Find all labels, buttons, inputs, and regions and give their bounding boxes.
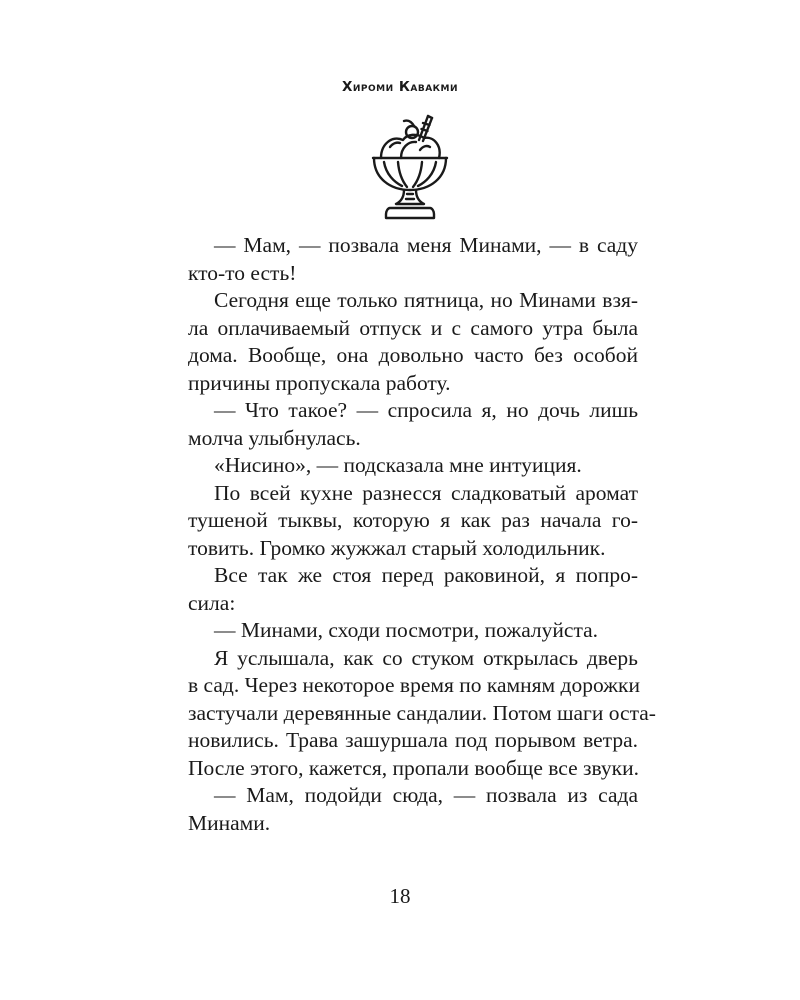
text-line: застучали деревянные сандалии. Потом шаги оста- xyxy=(188,700,656,725)
text-line: кто-то есть! xyxy=(188,260,297,285)
body-text xyxy=(188,232,656,837)
running-head-author: Хироми Кавакми xyxy=(341,79,459,95)
text-line: — Мам, — позвала меня Минами, — в саду xyxy=(214,233,638,257)
text-line: молча улыбнулась. xyxy=(188,425,361,450)
text-line: После этого, кажется, пропали вообще все звуки. xyxy=(188,755,639,780)
ice-cream-sundae-icon xyxy=(370,114,450,226)
text-line: сила: xyxy=(188,590,236,615)
text-line: дома. Вообще, она довольно часто без особой xyxy=(188,343,638,367)
text-line: Сегодня еще только пятница, но Минами взя- xyxy=(214,288,638,312)
page-number: 18 xyxy=(389,884,411,908)
text-line: — Минами, сходи посмотри, пожалуйста. xyxy=(214,618,599,642)
text-line: ла оплачиваемый отпуск и с самого утра была xyxy=(188,315,638,340)
text-line: Минами. xyxy=(188,810,271,835)
text-line: По всей кухне разнесся сладковатый аромат xyxy=(214,480,638,505)
text-line: в сад. Через некоторое время по камням дорожки xyxy=(188,673,640,697)
text-line: новились. Трава зашуршала под порывом ветра. xyxy=(188,728,638,752)
text-line: товить. Громко жужжал старый холодильник. xyxy=(188,535,606,560)
text-line: Я услышала, как со стуком открылась дверь xyxy=(214,645,638,670)
text-line: — Мам, подойди сюда, — позвала из сада xyxy=(214,783,638,807)
text-line: «Нисино», — подсказала мне интуиция. xyxy=(214,453,582,477)
text-line: причины пропускала работу. xyxy=(188,370,451,395)
text-line: тушеной тыквы, которую я как раз начала го- xyxy=(188,508,638,532)
text-line: — Что такое? — спросила я, но дочь лишь xyxy=(214,398,638,422)
text-line: Все так же стоя перед раковиной, я попро- xyxy=(214,563,638,587)
